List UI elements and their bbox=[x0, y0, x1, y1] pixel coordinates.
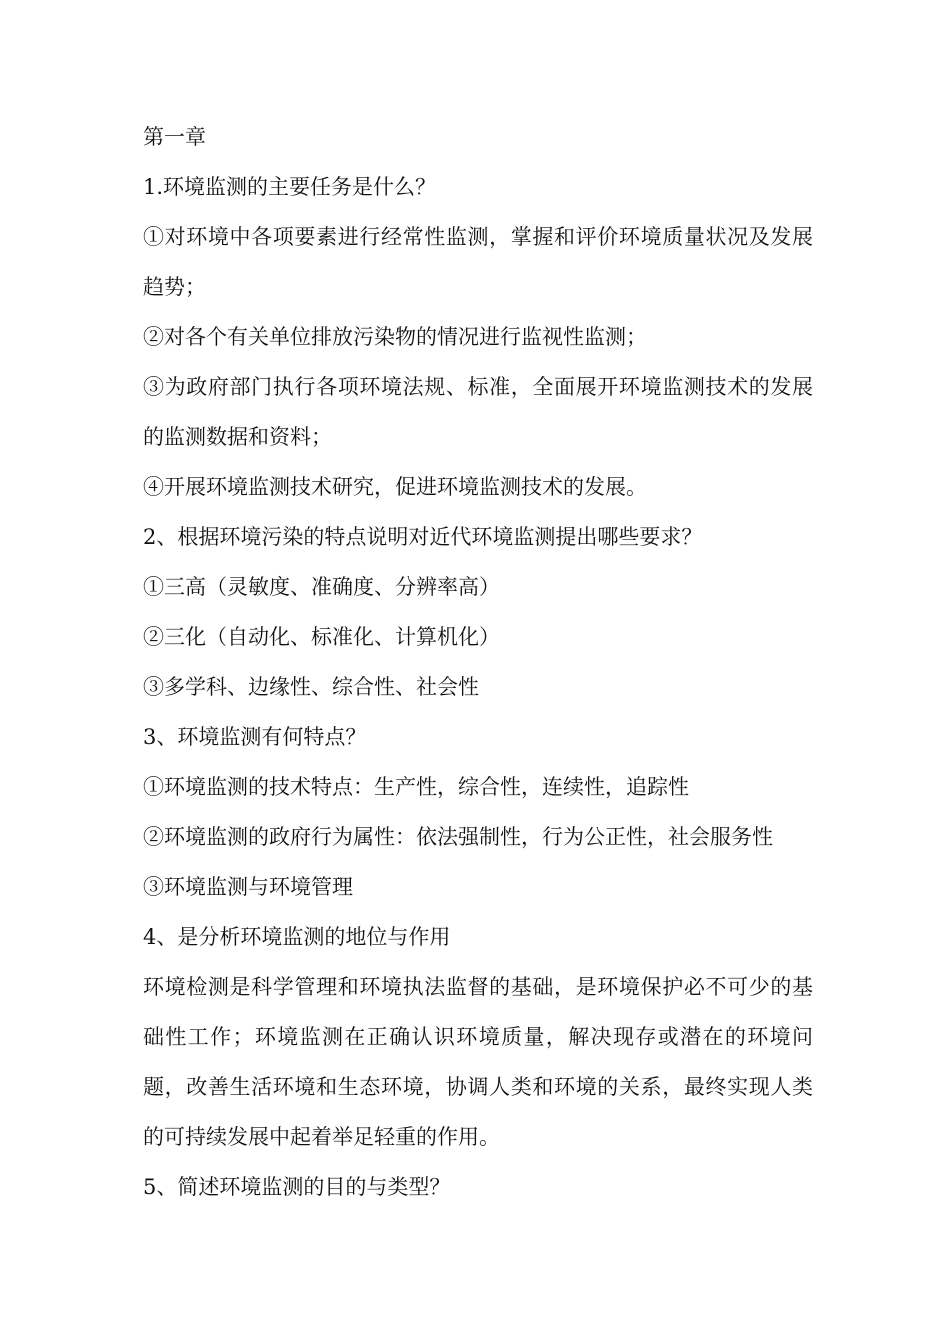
answer-3-item-1: ①环境监测的技术特点：生产性，综合性，连续性，追踪性 bbox=[143, 775, 689, 799]
answer-1-item-2: ②对各个有关单位排放污染物的情况进行监视性监测； bbox=[143, 325, 647, 349]
question-2: 2、根据环境污染的特点说明对近代环境监测提出哪些要求？ bbox=[143, 525, 703, 549]
answer-1-item-3: ③为政府部门执行各项环境法规、标准，全面展开环境监测技术的发展的监测数据和资料； bbox=[143, 375, 813, 449]
question-4: 4、是分析环境监测的地位与作用 bbox=[143, 925, 451, 949]
answer-2-item-1: ①三高（灵敏度、准确度、分辨率高） bbox=[143, 575, 500, 599]
answer-2-item-2: ②三化（自动化、标准化、计算机化） bbox=[143, 625, 500, 649]
answer-1-item-4: ④开展环境监测技术研究，促进环境监测技术的发展。 bbox=[143, 475, 647, 499]
answer-3-item-3: ③环境监测与环境管理 bbox=[143, 875, 353, 899]
answer-3-item-2: ②环境监测的政府行为属性：依法强制性，行为公正性，社会服务性 bbox=[143, 825, 773, 849]
answer-2-item-3: ③多学科、边缘性、综合性、社会性 bbox=[143, 675, 479, 699]
question-3: 3、环境监测有何特点？ bbox=[143, 725, 367, 749]
question-1: 1.环境监测的主要任务是什么？ bbox=[143, 175, 437, 199]
chapter-heading: 第一章 bbox=[143, 125, 206, 149]
question-5: 5、简述环境监测的目的与类型？ bbox=[143, 1175, 451, 1199]
answer-1-item-1: ①对环境中各项要素进行经常性监测，掌握和评价环境质量状况及发展趋势； bbox=[143, 225, 813, 299]
answer-4: 环境检测是科学管理和环境执法监督的基础，是环境保护必不可少的基础性工作；环境监测在正确认识环境质量，解决现存或潜在的环境问题，改善生活环境和生态环境，协调人类和环境的关系，最终实现人类的可持续发展中起着举足轻重的作用。 bbox=[143, 975, 813, 1149]
document-body bbox=[143, 112, 813, 1212]
